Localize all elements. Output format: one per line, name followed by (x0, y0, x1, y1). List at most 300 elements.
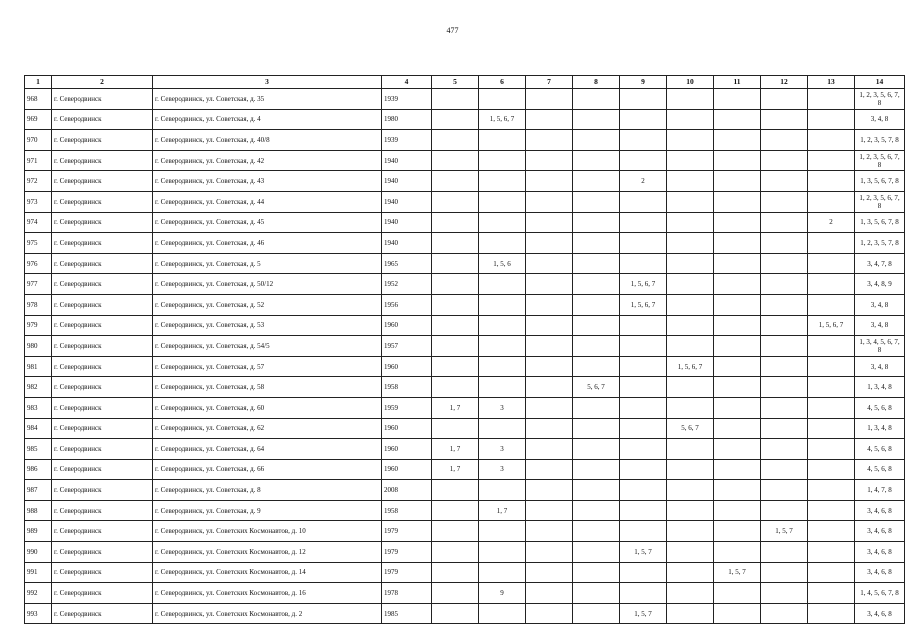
column-5-cell (432, 294, 479, 315)
column-header-3: 3 (153, 76, 382, 89)
address-cell: г. Северодвинск, ул. Советская, д. 46 (153, 233, 382, 254)
column-10-cell (667, 521, 714, 542)
column-14-cell: 3, 4, 8 (855, 109, 905, 130)
column-13-cell (808, 356, 855, 377)
column-6-cell: 1, 5, 6 (479, 253, 526, 274)
table-row (25, 603, 905, 624)
column-5-cell (432, 130, 479, 151)
column-9-cell: 1, 5, 6, 7 (620, 294, 667, 315)
column-8-cell (573, 603, 620, 624)
column-8-cell (573, 89, 620, 110)
column-5-cell: 1, 7 (432, 439, 479, 460)
column-8-cell (573, 336, 620, 357)
column-13-cell (808, 459, 855, 480)
year-built-cell: 1958 (382, 377, 432, 398)
year-built-cell: 1978 (382, 583, 432, 604)
settlement-cell: г. Северодвинск (52, 356, 153, 377)
address-cell: г. Северодвинск, ул. Советская, д. 52 (153, 294, 382, 315)
settlement-cell: г. Северодвинск (52, 109, 153, 130)
column-6-cell (479, 603, 526, 624)
column-11-cell (714, 109, 761, 130)
column-9-cell (620, 130, 667, 151)
year-built-cell: 1960 (382, 315, 432, 336)
column-12-cell (761, 89, 808, 110)
column-9-cell (620, 459, 667, 480)
column-10-cell (667, 500, 714, 521)
column-11-cell (714, 377, 761, 398)
year-built-cell: 1940 (382, 150, 432, 171)
column-6-cell: 3 (479, 459, 526, 480)
table-row (25, 418, 905, 439)
column-10-cell (667, 562, 714, 583)
record-number-cell: 969 (25, 109, 52, 130)
column-7-cell (526, 130, 573, 151)
column-13-cell (808, 150, 855, 171)
column-10-cell (667, 397, 714, 418)
settlement-cell: г. Северодвинск (52, 274, 153, 295)
year-built-cell: 1960 (382, 439, 432, 460)
column-8-cell (573, 294, 620, 315)
record-number-cell: 989 (25, 521, 52, 542)
column-header-11: 11 (714, 76, 761, 89)
year-built-cell: 1960 (382, 356, 432, 377)
column-12-cell (761, 191, 808, 212)
column-9-cell (620, 521, 667, 542)
column-5-cell (432, 336, 479, 357)
year-built-cell: 1940 (382, 191, 432, 212)
column-13-cell (808, 562, 855, 583)
column-6-cell (479, 315, 526, 336)
column-12-cell (761, 583, 808, 604)
year-built-cell: 1960 (382, 418, 432, 439)
column-13-cell (808, 294, 855, 315)
year-built-cell: 1979 (382, 562, 432, 583)
column-13-cell (808, 89, 855, 110)
column-8-cell (573, 130, 620, 151)
column-9-cell (620, 150, 667, 171)
settlement-cell: г. Северодвинск (52, 521, 153, 542)
column-9-cell (620, 336, 667, 357)
column-12-cell (761, 377, 808, 398)
settlement-cell: г. Северодвинск (52, 336, 153, 357)
settlement-cell: г. Северодвинск (52, 500, 153, 521)
record-number-cell: 974 (25, 212, 52, 233)
column-14-cell: 1, 4, 7, 8 (855, 480, 905, 501)
column-11-cell (714, 212, 761, 233)
column-5-cell (432, 109, 479, 130)
column-8-cell: 5, 6, 7 (573, 377, 620, 398)
column-5-cell (432, 542, 479, 563)
column-11-cell (714, 253, 761, 274)
column-12-cell (761, 336, 808, 357)
column-header-8: 8 (573, 76, 620, 89)
column-12-cell (761, 233, 808, 254)
column-14-cell: 1, 2, 3, 5, 7, 8 (855, 233, 905, 254)
column-7-cell (526, 603, 573, 624)
column-6-cell (479, 150, 526, 171)
column-10-cell (667, 89, 714, 110)
settlement-cell: г. Северодвинск (52, 212, 153, 233)
column-13-cell (808, 583, 855, 604)
column-14-cell: 3, 4, 8 (855, 294, 905, 315)
settlement-cell: г. Северодвинск (52, 253, 153, 274)
column-10-cell (667, 377, 714, 398)
settlement-cell: г. Северодвинск (52, 583, 153, 604)
column-5-cell (432, 191, 479, 212)
column-7-cell (526, 171, 573, 192)
column-14-cell: 3, 4, 6, 8 (855, 542, 905, 563)
column-9-cell (620, 397, 667, 418)
column-9-cell (620, 109, 667, 130)
column-5-cell (432, 356, 479, 377)
year-built-cell: 1985 (382, 603, 432, 624)
column-10-cell (667, 336, 714, 357)
year-built-cell: 1957 (382, 336, 432, 357)
table-row (25, 397, 905, 418)
settlement-cell: г. Северодвинск (52, 397, 153, 418)
column-14-cell: 4, 5, 6, 8 (855, 397, 905, 418)
table-row (25, 191, 905, 212)
year-built-cell: 1958 (382, 500, 432, 521)
column-6-cell (479, 191, 526, 212)
column-10-cell (667, 439, 714, 460)
table-row (25, 89, 905, 110)
table-row (25, 315, 905, 336)
column-14-cell: 1, 3, 5, 6, 7, 8 (855, 171, 905, 192)
settlement-cell: г. Северодвинск (52, 480, 153, 501)
settlement-cell: г. Северодвинск (52, 562, 153, 583)
column-8-cell (573, 191, 620, 212)
column-5-cell (432, 212, 479, 233)
column-11-cell (714, 542, 761, 563)
column-9-cell: 1, 5, 7 (620, 542, 667, 563)
record-number-cell: 978 (25, 294, 52, 315)
column-5-cell (432, 171, 479, 192)
year-built-cell: 1940 (382, 212, 432, 233)
column-13-cell (808, 397, 855, 418)
column-7-cell (526, 294, 573, 315)
column-10-cell (667, 109, 714, 130)
record-number-cell: 993 (25, 603, 52, 624)
settlement-cell: г. Северодвинск (52, 130, 153, 151)
address-cell: г. Северодвинск, ул. Советская, д. 57 (153, 356, 382, 377)
column-9-cell (620, 315, 667, 336)
record-number-cell: 984 (25, 418, 52, 439)
column-6-cell: 1, 7 (479, 500, 526, 521)
address-cell: г. Северодвинск, ул. Советская, д. 44 (153, 191, 382, 212)
table-row (25, 542, 905, 563)
column-7-cell (526, 274, 573, 295)
column-5-cell (432, 418, 479, 439)
column-5-cell (432, 253, 479, 274)
column-13-cell (808, 480, 855, 501)
year-built-cell: 1980 (382, 109, 432, 130)
column-7-cell (526, 583, 573, 604)
record-number-cell: 991 (25, 562, 52, 583)
table-row (25, 253, 905, 274)
column-9-cell (620, 233, 667, 254)
column-11-cell (714, 171, 761, 192)
table-row (25, 377, 905, 398)
column-7-cell (526, 253, 573, 274)
column-8-cell (573, 233, 620, 254)
table-row (25, 294, 905, 315)
record-number-cell: 992 (25, 583, 52, 604)
column-9-cell: 1, 5, 7 (620, 603, 667, 624)
column-8-cell (573, 212, 620, 233)
column-11-cell (714, 356, 761, 377)
column-8-cell (573, 397, 620, 418)
column-10-cell (667, 315, 714, 336)
table-row (25, 274, 905, 295)
header-row (25, 76, 905, 89)
column-5-cell (432, 89, 479, 110)
column-header-7: 7 (526, 76, 573, 89)
column-6-cell (479, 418, 526, 439)
column-12-cell (761, 480, 808, 501)
record-number-cell: 979 (25, 315, 52, 336)
address-cell: г. Северодвинск, ул. Советская, д. 66 (153, 459, 382, 480)
column-10-cell (667, 294, 714, 315)
column-5-cell (432, 480, 479, 501)
column-8-cell (573, 562, 620, 583)
address-cell: г. Северодвинск, ул. Советская, д. 50/12 (153, 274, 382, 295)
column-12-cell (761, 212, 808, 233)
column-14-cell: 1, 2, 3, 5, 6, 7, 8 (855, 150, 905, 171)
address-cell: г. Северодвинск, ул. Советская, д. 40/8 (153, 130, 382, 151)
table-row (25, 500, 905, 521)
table-row (25, 562, 905, 583)
column-13-cell (808, 191, 855, 212)
column-9-cell (620, 562, 667, 583)
column-5-cell (432, 562, 479, 583)
year-built-cell: 1940 (382, 233, 432, 254)
column-8-cell (573, 150, 620, 171)
column-header-12: 12 (761, 76, 808, 89)
column-11-cell (714, 233, 761, 254)
column-13-cell: 2 (808, 212, 855, 233)
record-number-cell: 981 (25, 356, 52, 377)
address-cell: г. Северодвинск, ул. Советских Космонавтов, д. 16 (153, 583, 382, 604)
column-7-cell (526, 500, 573, 521)
address-cell: г. Северодвинск, ул. Советских Космонавтов, д. 2 (153, 603, 382, 624)
column-7-cell (526, 397, 573, 418)
table-row (25, 356, 905, 377)
column-13-cell (808, 439, 855, 460)
record-number-cell: 968 (25, 89, 52, 110)
column-8-cell (573, 500, 620, 521)
column-10-cell (667, 459, 714, 480)
column-header-2: 2 (52, 76, 153, 89)
column-header-10: 10 (667, 76, 714, 89)
address-cell: г. Северодвинск, ул. Советская, д. 45 (153, 212, 382, 233)
column-5-cell (432, 150, 479, 171)
column-12-cell (761, 315, 808, 336)
column-header-6: 6 (479, 76, 526, 89)
table-row (25, 583, 905, 604)
column-10-cell (667, 130, 714, 151)
column-12-cell (761, 439, 808, 460)
column-6-cell: 9 (479, 583, 526, 604)
column-9-cell (620, 439, 667, 460)
column-12-cell (761, 459, 808, 480)
column-5-cell (432, 377, 479, 398)
record-number-cell: 976 (25, 253, 52, 274)
column-9-cell (620, 89, 667, 110)
year-built-cell: 1939 (382, 130, 432, 151)
column-5-cell (432, 603, 479, 624)
column-10-cell (667, 542, 714, 563)
column-9-cell (620, 212, 667, 233)
column-header-14: 14 (855, 76, 905, 89)
column-11-cell (714, 130, 761, 151)
year-built-cell: 1939 (382, 89, 432, 110)
column-14-cell: 1, 4, 5, 6, 7, 8 (855, 583, 905, 604)
record-number-cell: 975 (25, 233, 52, 254)
settlement-cell: г. Северодвинск (52, 191, 153, 212)
column-14-cell: 1, 3, 5, 6, 7, 8 (855, 212, 905, 233)
column-6-cell: 1, 5, 6, 7 (479, 109, 526, 130)
settlement-cell: г. Северодвинск (52, 377, 153, 398)
column-13-cell (808, 377, 855, 398)
column-12-cell (761, 500, 808, 521)
column-11-cell: 1, 5, 7 (714, 562, 761, 583)
year-built-cell: 1940 (382, 171, 432, 192)
column-6-cell: 3 (479, 397, 526, 418)
column-header-9: 9 (620, 76, 667, 89)
year-built-cell: 1979 (382, 521, 432, 542)
record-number-cell: 990 (25, 542, 52, 563)
year-built-cell: 1952 (382, 274, 432, 295)
column-9-cell: 2 (620, 171, 667, 192)
column-12-cell (761, 418, 808, 439)
column-9-cell (620, 191, 667, 212)
address-cell: г. Северодвинск, ул. Советская, д. 35 (153, 89, 382, 110)
column-header-5: 5 (432, 76, 479, 89)
column-9-cell (620, 500, 667, 521)
column-6-cell (479, 336, 526, 357)
table-row (25, 480, 905, 501)
column-11-cell (714, 500, 761, 521)
column-11-cell (714, 315, 761, 336)
column-13-cell (808, 542, 855, 563)
column-12-cell (761, 171, 808, 192)
record-number-cell: 980 (25, 336, 52, 357)
column-13-cell (808, 418, 855, 439)
column-14-cell: 1, 2, 3, 5, 7, 8 (855, 130, 905, 151)
column-8-cell (573, 171, 620, 192)
column-13-cell (808, 521, 855, 542)
column-9-cell: 1, 5, 6, 7 (620, 274, 667, 295)
column-7-cell (526, 542, 573, 563)
column-7-cell (526, 439, 573, 460)
column-6-cell (479, 480, 526, 501)
year-built-cell: 1960 (382, 459, 432, 480)
table-row (25, 521, 905, 542)
column-7-cell (526, 150, 573, 171)
table-row (25, 212, 905, 233)
column-14-cell: 1, 3, 4, 8 (855, 418, 905, 439)
column-14-cell: 3, 4, 7, 8 (855, 253, 905, 274)
column-5-cell (432, 521, 479, 542)
column-11-cell (714, 336, 761, 357)
column-8-cell (573, 274, 620, 295)
column-10-cell: 1, 5, 6, 7 (667, 356, 714, 377)
address-cell: г. Северодвинск, ул. Советская, д. 8 (153, 480, 382, 501)
column-13-cell (808, 603, 855, 624)
column-5-cell (432, 274, 479, 295)
column-5-cell (432, 315, 479, 336)
column-11-cell (714, 583, 761, 604)
column-8-cell (573, 459, 620, 480)
settlement-cell: г. Северодвинск (52, 542, 153, 563)
record-number-cell: 983 (25, 397, 52, 418)
column-13-cell (808, 171, 855, 192)
column-11-cell (714, 150, 761, 171)
column-10-cell (667, 212, 714, 233)
column-14-cell: 3, 4, 8, 9 (855, 274, 905, 295)
column-8-cell (573, 109, 620, 130)
record-number-cell: 971 (25, 150, 52, 171)
column-7-cell (526, 521, 573, 542)
table-row (25, 171, 905, 192)
settlement-cell: г. Северодвинск (52, 603, 153, 624)
record-number-cell: 970 (25, 130, 52, 151)
address-cell: г. Северодвинск, ул. Советская, д. 60 (153, 397, 382, 418)
column-7-cell (526, 377, 573, 398)
table-row (25, 150, 905, 171)
column-header-1: 1 (25, 76, 52, 89)
column-11-cell (714, 89, 761, 110)
column-6-cell (479, 233, 526, 254)
column-10-cell (667, 274, 714, 295)
table-row (25, 109, 905, 130)
address-cell: г. Северодвинск, ул. Советская, д. 58 (153, 377, 382, 398)
address-cell: г. Северодвинск, ул. Советская, д. 62 (153, 418, 382, 439)
column-5-cell: 1, 7 (432, 397, 479, 418)
column-14-cell: 1, 2, 3, 5, 6, 7, 8 (855, 191, 905, 212)
page-number: 477 (446, 26, 459, 35)
column-6-cell (479, 562, 526, 583)
column-5-cell (432, 583, 479, 604)
column-11-cell (714, 480, 761, 501)
column-10-cell (667, 253, 714, 274)
year-built-cell: 1965 (382, 253, 432, 274)
column-7-cell (526, 191, 573, 212)
column-8-cell (573, 480, 620, 501)
column-10-cell: 5, 6, 7 (667, 418, 714, 439)
column-14-cell: 3, 4, 6, 8 (855, 500, 905, 521)
column-13-cell (808, 233, 855, 254)
column-12-cell (761, 562, 808, 583)
column-6-cell (479, 89, 526, 110)
column-7-cell (526, 459, 573, 480)
year-built-cell: 1979 (382, 542, 432, 563)
column-11-cell (714, 603, 761, 624)
year-built-cell: 1956 (382, 294, 432, 315)
column-6-cell (479, 274, 526, 295)
table-row (25, 459, 905, 480)
table-row (25, 130, 905, 151)
settlement-cell: г. Северодвинск (52, 418, 153, 439)
column-14-cell: 3, 4, 6, 8 (855, 603, 905, 624)
column-13-cell (808, 500, 855, 521)
settlement-cell: г. Северодвинск (52, 89, 153, 110)
record-number-cell: 973 (25, 191, 52, 212)
record-number-cell: 986 (25, 459, 52, 480)
column-6-cell (479, 212, 526, 233)
column-14-cell: 3, 4, 6, 8 (855, 562, 905, 583)
